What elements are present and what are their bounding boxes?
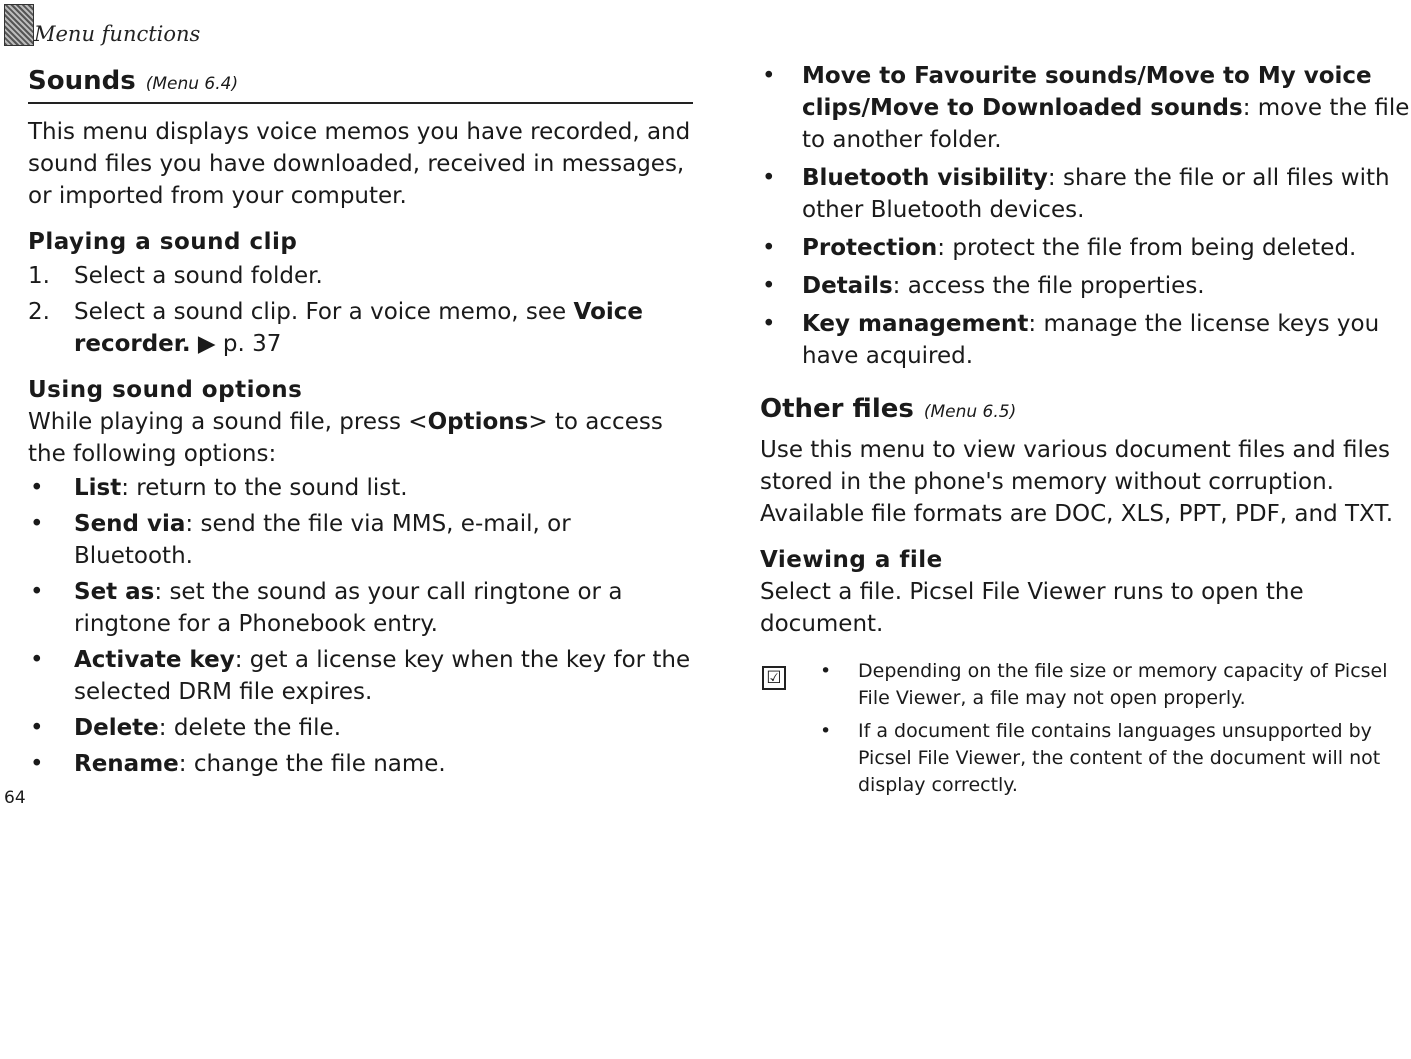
subheading-playing: Playing a sound clip <box>28 229 298 255</box>
option-item <box>760 270 1410 302</box>
option-desc: : move the file to another folder. <box>802 95 1410 153</box>
option-item <box>760 308 1410 372</box>
option-item <box>28 508 693 572</box>
step-item <box>28 260 693 292</box>
subheading-using: Using sound options <box>28 377 303 403</box>
option-desc: : get a license key when the key for the selected DRM file expires. <box>74 647 691 705</box>
option-desc: : send the file via MMS, e-mail, or Bluetooth. <box>74 511 571 569</box>
bullet-icon: • <box>30 475 44 501</box>
menu-reference: (Menu 6.5) <box>923 402 1017 422</box>
step-number: 2. <box>28 299 50 325</box>
options-softkey: Options <box>427 409 529 435</box>
step-text: Select a sound folder. <box>74 263 323 289</box>
note-item <box>816 658 1410 712</box>
intro-text: > to access the following options: <box>28 409 663 467</box>
step-item <box>28 296 693 360</box>
intro-text: While playing a sound file, press < <box>28 409 428 435</box>
option-item <box>760 162 1410 226</box>
header-title: Menu functions <box>34 22 201 46</box>
option-term: Bluetooth visibility <box>802 165 1048 191</box>
left-column <box>28 66 693 784</box>
bullet-icon: • <box>30 715 44 741</box>
option-desc: : protect the file from being deleted. <box>937 235 1357 261</box>
note-text: Depending on the file size or memory capacity of Picsel File Viewer, a file may not open properly. <box>858 660 1388 709</box>
option-item <box>28 748 693 780</box>
option-item <box>760 60 1410 156</box>
option-term: List <box>74 475 122 501</box>
step-bold-ref: Voice recorder. <box>74 299 643 357</box>
option-term: Send via <box>74 511 186 537</box>
option-item <box>28 576 693 640</box>
option-term: Delete <box>74 715 159 741</box>
option-desc: : delete the file. <box>158 715 342 741</box>
section-title: Sounds <box>28 66 136 96</box>
bullet-icon: • <box>762 63 776 89</box>
bullet-icon: • <box>30 579 44 605</box>
option-term: Activate key <box>74 647 235 673</box>
option-term: Set as <box>74 579 155 605</box>
option-term: Move to Favourite sounds/Move to My voice clips/Move to Downloaded sounds <box>802 63 1372 121</box>
option-term: Rename <box>74 751 179 777</box>
option-desc: : share the file or all files with other Bluetooth devices. <box>802 165 1390 223</box>
option-item <box>28 472 693 504</box>
note-item <box>816 718 1410 799</box>
bullet-icon: • <box>30 511 44 537</box>
step-number: 1. <box>28 263 50 289</box>
viewing-text: Select a file. Picsel File Viewer runs to open the document. <box>760 579 1304 637</box>
other-files-intro: Use this menu to view various document files and files stored in the phone's memory without corruption. Available file formats are DOC, XLS, PPT, PDF, and TXT. <box>760 437 1394 527</box>
option-item <box>28 644 693 708</box>
bullet-icon: • <box>762 235 776 261</box>
option-desc: : access the file properties. <box>892 273 1205 299</box>
option-desc: : return to the sound list. <box>121 475 408 501</box>
header-tab-icon <box>4 4 34 46</box>
option-term: Details <box>802 273 893 299</box>
page-number: 64 <box>4 788 26 808</box>
option-term: Protection <box>802 235 938 261</box>
steps-list <box>28 260 693 360</box>
options-list-right <box>760 60 1410 372</box>
bullet-icon: • <box>820 720 832 742</box>
bullet-icon: • <box>30 647 44 673</box>
option-item <box>28 712 693 744</box>
option-term: Key management <box>802 311 1029 337</box>
section-heading-other-files <box>760 394 1410 430</box>
bullet-icon: • <box>762 165 776 191</box>
bullet-icon: • <box>762 273 776 299</box>
option-desc: : set the sound as your call ringtone or a ringtone for a Phonebook entry. <box>74 579 623 637</box>
note-text: If a document file contains languages unsupported by Picsel File Viewer, the content of the document will not display correctly. <box>858 720 1381 796</box>
note-list <box>816 658 1410 799</box>
sounds-intro: This menu displays voice memos you have recorded, and sound files you have downloaded, received in messages, or imported from your computer. <box>28 119 691 209</box>
bullet-icon: • <box>820 660 832 682</box>
menu-reference: (Menu 6.4) <box>145 74 239 94</box>
right-column <box>760 58 1410 805</box>
section-heading-sounds <box>28 66 693 104</box>
option-desc: : manage the license keys you have acquired. <box>802 311 1380 369</box>
options-list-left <box>28 472 693 780</box>
page-reference: ▶ p. 37 <box>190 331 282 357</box>
step-text: Select a sound clip. For a voice memo, see <box>74 299 574 325</box>
bullet-icon: • <box>762 311 776 337</box>
option-item <box>760 232 1410 264</box>
subheading-viewing: Viewing a file <box>760 547 943 573</box>
note-box <box>760 658 1410 799</box>
option-desc: : change the file name. <box>178 751 446 777</box>
using-intro <box>28 406 693 470</box>
section-title: Other files <box>760 394 914 424</box>
checkbox-note-icon: ☑ <box>762 666 786 690</box>
bullet-icon: • <box>30 751 44 777</box>
